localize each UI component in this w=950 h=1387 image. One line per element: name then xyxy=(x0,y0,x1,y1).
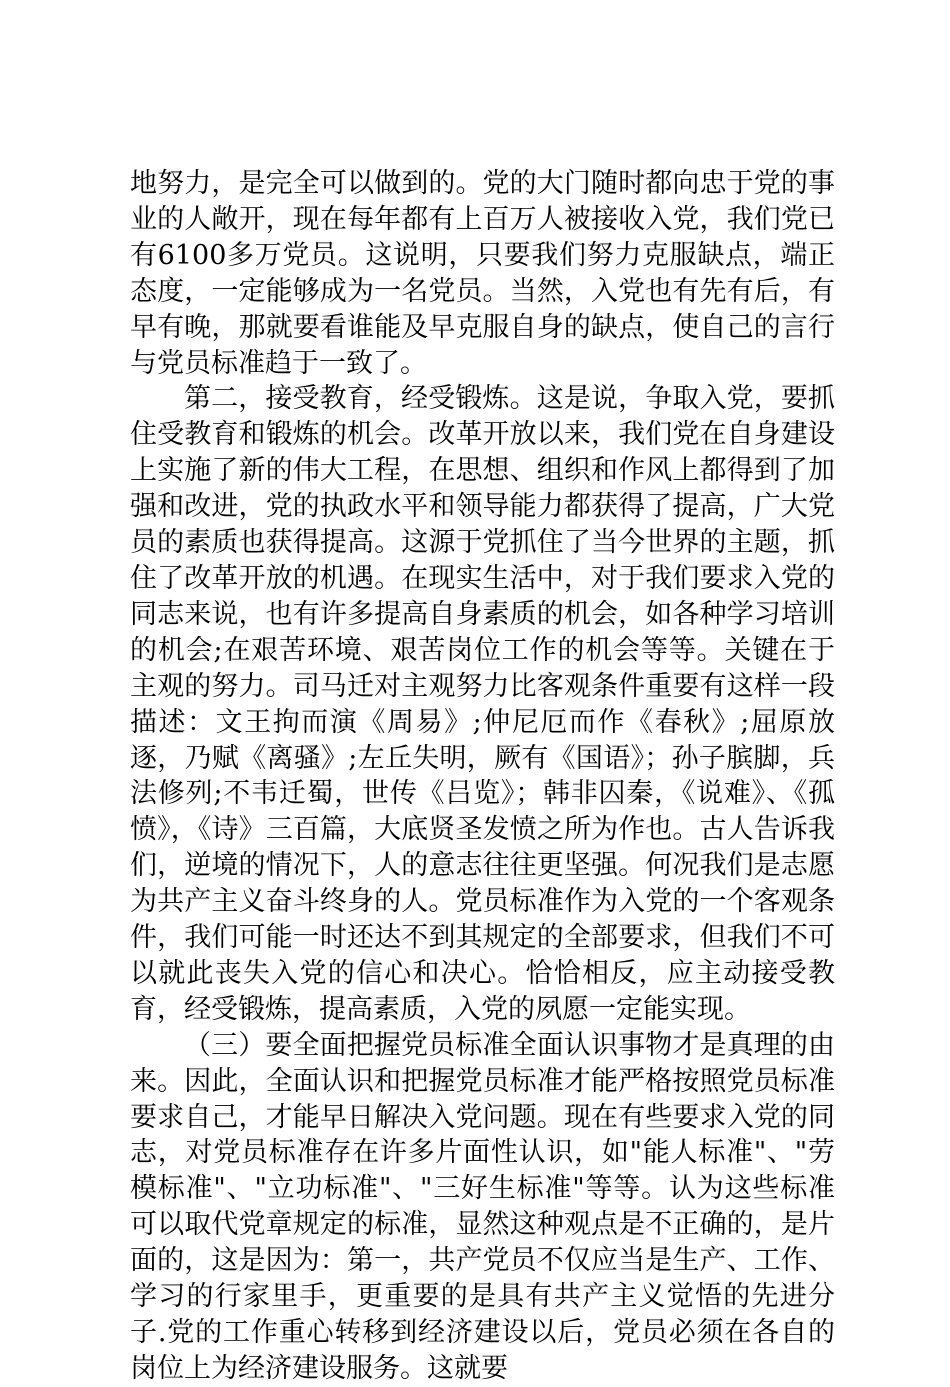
document-body xyxy=(130,166,835,1387)
paragraph-second-point: 第二，接受教育，经受锻炼。这是说，争取入党，要抓住受教育和锻炼的机会。改革开放以来，我们党在自身建设上实施了新的伟大工程，在思想、组织和作风上都得到了加强和改进，党的执政水平和领导能力都获得了提高，广大党员的素质也获得提高。这源于党抓住了当今世界的主题，抓住了改革开放的机遇。在现实生活中，对于我们要求入党的同志来说，也有许多提高自身素质的机会，如各种学习培训的机会;在艰苦环境、艰苦岗位工作的机会等等。关键在于主观的努力。司马迁对主观努力比客观条件重要有这样一段描述：文王拘而演《周易》;仲尼厄而作《春秋》;屈原放逐，乃赋《离骚》;左丘失明，厥有《国语》；孙子膑脚，兵法修列;不韦迁蜀，世传《吕览》；韩非囚秦，《说难》、《孤愤》，《诗》三百篇，大底贤圣发愤之所为作也。古人告诉我们，逆境的情况下，人的意志往往更坚强。何况我们是志愿为共产主义奋斗终身的人。党员标准作为入党的一个客观条件，我们可能一时还达不到其规定的全部要求，但我们不可以就此丧失入党的信心和决心。恰恰相反，应主动接受教育，经受锻炼，提高素质，入党的夙愿一定能实现。 xyxy=(130,383,835,1025)
paragraph-section-three: （三）要全面把握党员标准全面认识事物才是真理的由来。因此，全面认识和把握党员标准才能严格按照党员标准要求自己，才能早日解决入党问题。现在有些要求入党的同志，对党员标准存在许多片面性认识，如"能人标准"、"劳模标准"、"立功标准"、"三好生标准"等等。认为这些标准可以取代党章规定的标准，显然这种观点是不正确的，是片面的，这是因为：第一，共产党员不仅应当是生产、工作、学习的行家里手，更重要的是具有共产主义觉悟的先进分子.党的工作重心转移到经济建设以后，党员必须在各自的岗位上为经济建设服务。这就要 xyxy=(130,1029,835,1384)
paragraph-continuation: 地努力，是完全可以做到的。党的大门随时都向忠于党的事业的人敞开，现在每年都有上百万人被接收入党，我们党已有6100多万党员。这说明，只要我们努力克服缺点，端正态度，一定能够成为一名党员。当然，入党也有先有后，有早有晚，那就要看谁能及早克服自身的缺点，使自己的言行与党员标准趋于一致了。 xyxy=(130,168,835,379)
